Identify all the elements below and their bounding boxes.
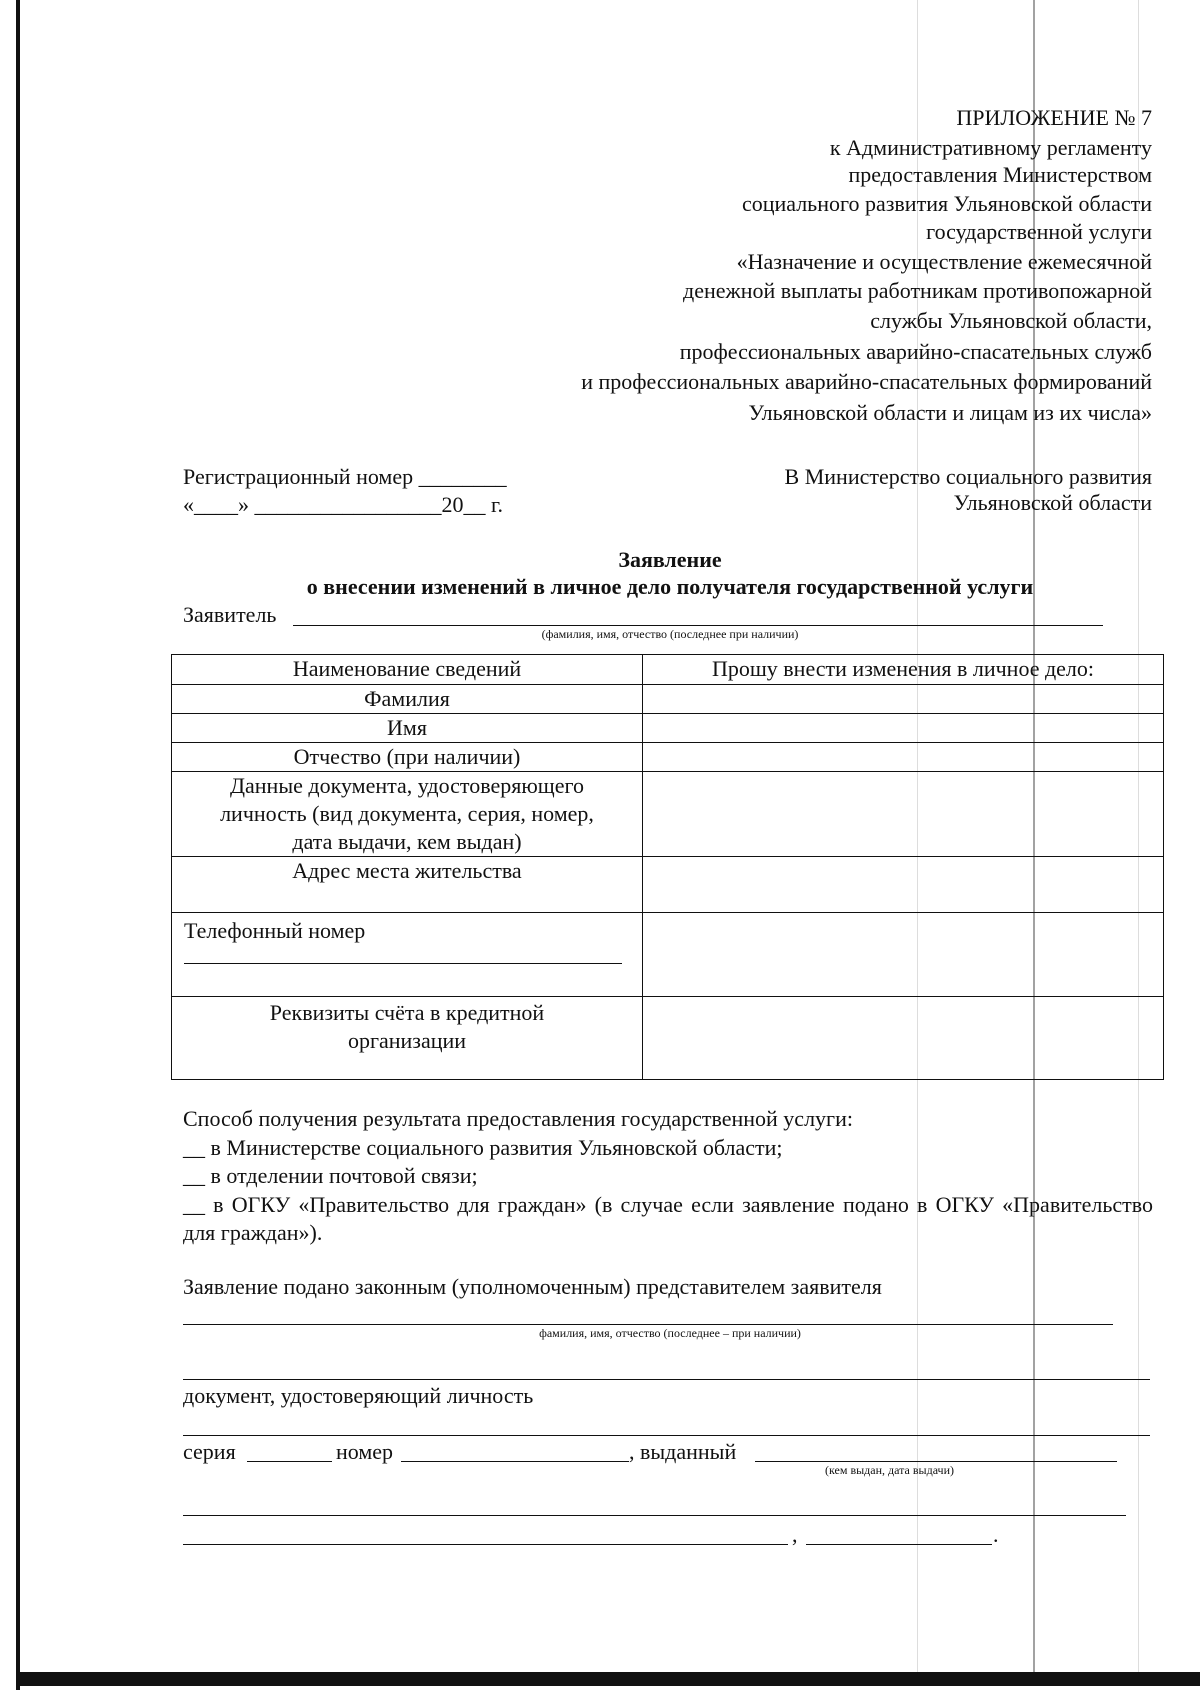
representative-name-line	[183, 1324, 1113, 1325]
row-label-identity-document	[172, 772, 643, 857]
applicant-label: Заявитель	[183, 602, 277, 627]
number-label: номер	[336, 1439, 394, 1464]
issued-label: , выданный	[629, 1439, 737, 1464]
registration-number-field: Регистрационный номер ________	[183, 464, 507, 489]
number-line	[401, 1461, 629, 1462]
row-value-cell	[643, 772, 1164, 857]
table-row	[172, 714, 1164, 743]
applicant-name-line	[293, 625, 1103, 626]
delivery-option: __ в Министерстве социального развития Ульяновской области;	[183, 1135, 783, 1160]
table-row	[172, 772, 1164, 857]
row-label-surname: Фамилия	[172, 685, 643, 714]
header-line: социального развития Ульяновской области	[741, 191, 1152, 216]
issued-hint: (кем выдан, дата выдачи)	[825, 1463, 954, 1477]
appendix-number: ПРИЛОЖЕНИЕ № 7	[956, 105, 1152, 130]
comma-mark: ,	[792, 1522, 798, 1547]
delivery-option: __ в ОГКУ «Правительство для граждан» (в случае если заявление подано в ОГКУ «Правительство для граждан»).	[183, 1192, 1153, 1245]
row-label-line: Данные документа, удостоверяющего	[230, 773, 584, 798]
issued-line	[755, 1461, 1117, 1462]
representative-heading: Заявление подано законным (уполномоченным) представителем заявителя	[183, 1274, 882, 1299]
representative-document-line	[183, 1435, 1150, 1436]
row-label-line: личность (вид документа, серия, номер,	[220, 801, 594, 826]
row-value-cell	[643, 743, 1164, 772]
table-header-cell: Прошу внести изменения в личное дело:	[643, 655, 1164, 685]
row-label-phone	[172, 913, 643, 997]
table-header-cell: Наименование сведений	[172, 655, 643, 685]
row-label-line: дата выдачи, кем выдан)	[292, 829, 522, 854]
table-row	[172, 857, 1164, 913]
row-value-cell	[643, 685, 1164, 714]
series-line	[247, 1461, 332, 1462]
phone-underline	[184, 963, 622, 964]
header-line: предоставления Министерством	[848, 162, 1152, 187]
delivery-option: __ в отделении почтовой связи;	[183, 1163, 478, 1188]
row-label-line: Телефонный номер	[184, 918, 366, 943]
scan-edge-bottom	[16, 1672, 1200, 1686]
delivery-heading: Способ получения результата предоставления государственной услуги:	[183, 1106, 853, 1131]
document-title: Заявление	[618, 547, 722, 572]
table-row	[172, 743, 1164, 772]
row-label-address: Адрес места жительства	[172, 857, 643, 913]
header-line: службы Ульяновской области,	[870, 308, 1152, 333]
header-line: «Назначение и осуществление ежемесячной	[736, 249, 1152, 274]
document-subtitle: о внесении изменений в личное дело получателя государственной услуги	[306, 574, 1034, 599]
applicant-hint: (фамилия, имя, отчество (последнее при наличии)	[541, 627, 799, 641]
row-value-cell	[643, 714, 1164, 743]
table-row	[172, 997, 1164, 1080]
row-label-name: Имя	[172, 714, 643, 743]
addressee-line: Ульяновской области	[953, 490, 1152, 515]
header-line: Ульяновской области и лицам из их числа»	[748, 400, 1152, 425]
header-line: к Административному регламенту	[829, 135, 1152, 160]
table-row	[172, 913, 1164, 997]
blank-line	[183, 1544, 788, 1545]
scan-edge-left	[16, 0, 20, 1690]
table-row	[172, 685, 1164, 714]
registration-date-field: «____» _________________20__ г.	[183, 492, 504, 517]
addressee-line: В Министерство социального развития	[784, 464, 1152, 489]
blank-line	[183, 1515, 1126, 1516]
representative-name-hint: фамилия, имя, отчество (последнее – при наличии)	[539, 1326, 801, 1340]
changes-table	[171, 654, 1164, 1080]
row-label-patronymic: Отчество (при наличии)	[172, 743, 643, 772]
row-value-cell	[643, 857, 1164, 913]
header-line: профессиональных аварийно-спасательных служб	[679, 339, 1152, 364]
row-label-line: организации	[347, 1028, 467, 1053]
row-value-cell	[643, 913, 1164, 997]
row-value-cell	[643, 997, 1164, 1080]
series-label: серия	[183, 1439, 236, 1464]
representative-extra-line	[183, 1379, 1150, 1380]
header-line: и профессиональных аварийно-спасательных формирований	[581, 369, 1152, 394]
row-label-line: Реквизиты счёта в кредитной	[269, 1000, 545, 1025]
row-label-bank-account	[172, 997, 643, 1080]
header-line: государственной услуги	[926, 219, 1152, 244]
period-mark: .	[993, 1522, 999, 1547]
header-line: денежной выплаты работникам противопожарной	[683, 278, 1152, 303]
table-header-row	[172, 655, 1164, 685]
representative-document-label: документ, удостоверяющий личность	[183, 1383, 534, 1408]
blank-line	[806, 1544, 992, 1545]
